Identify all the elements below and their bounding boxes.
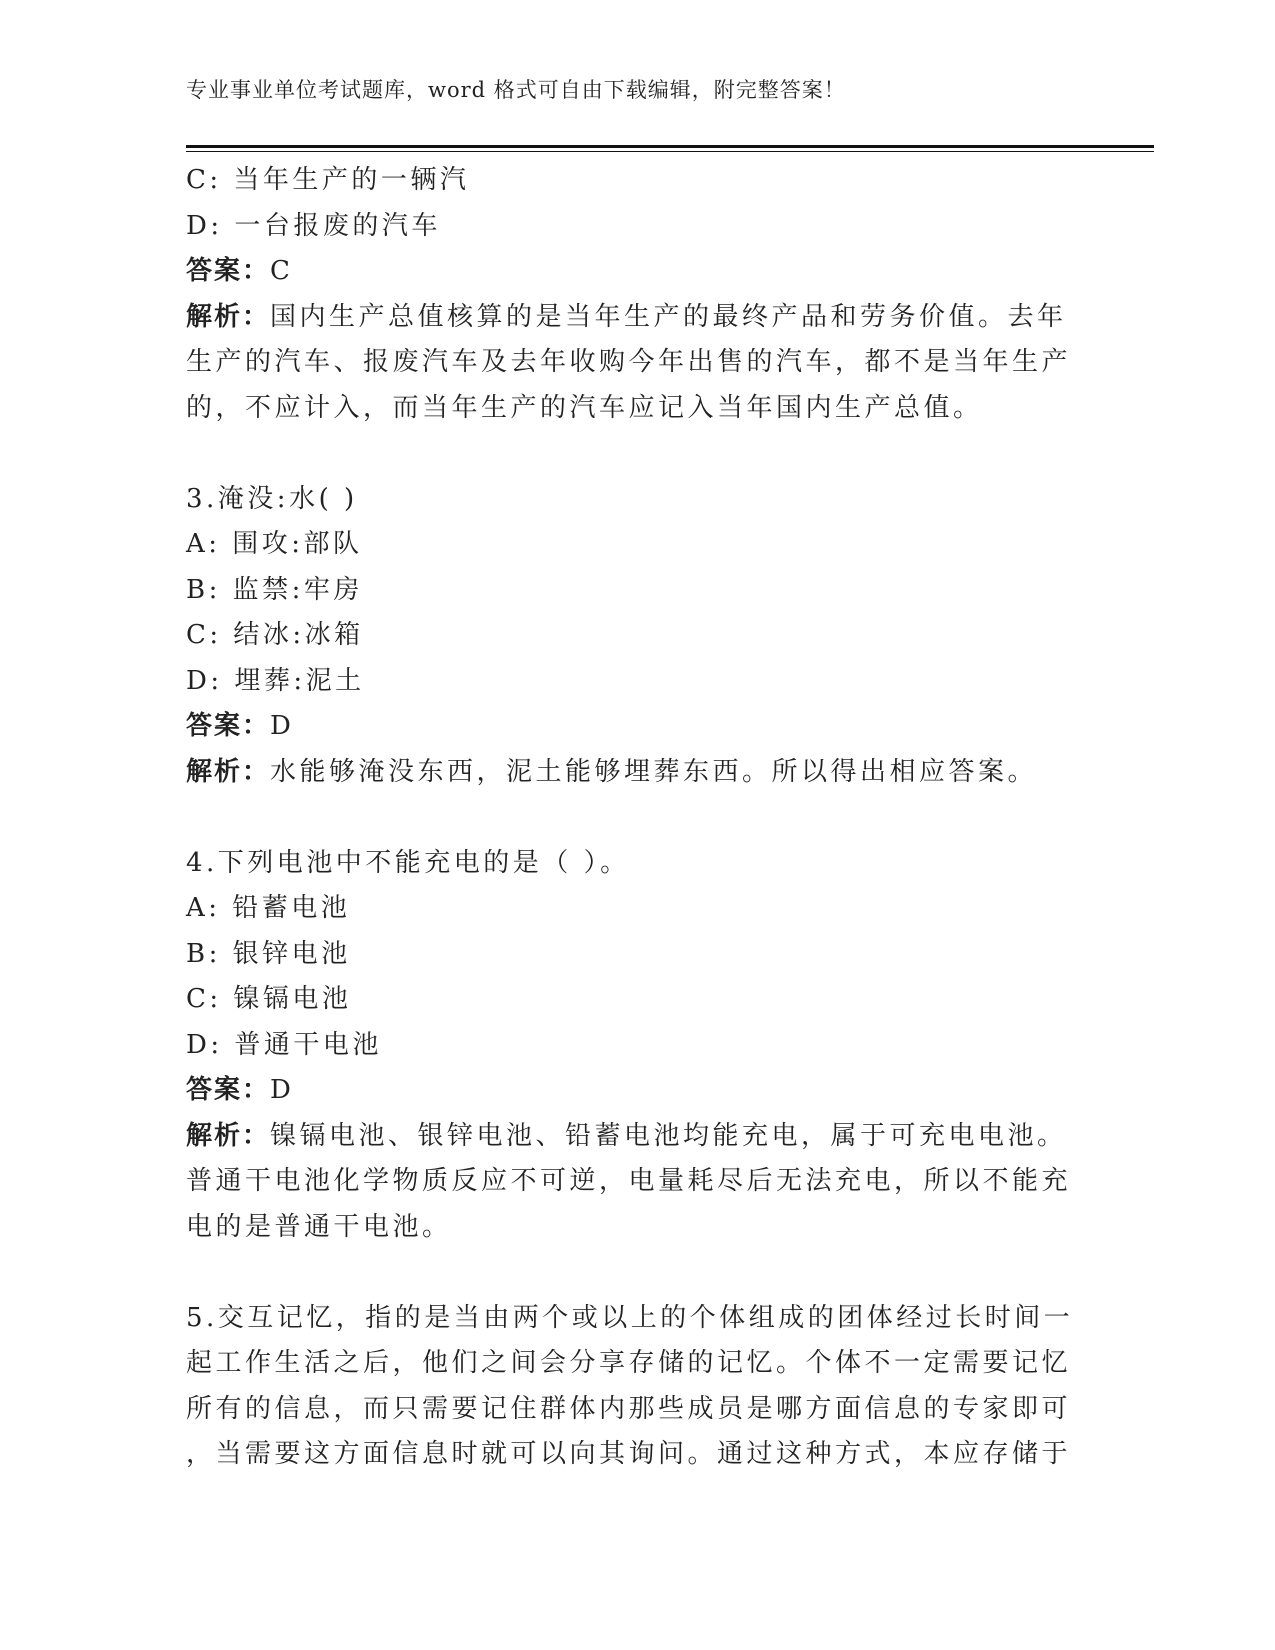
q4-analysis-line: 电的是普通干电池。 [186, 1211, 452, 1242]
q2-analysis-line [186, 295, 1066, 341]
q2-answer [186, 249, 1066, 295]
page-header: 专业事业单位考试题库，word 格式可自由下载编辑，附完整答案！ [186, 78, 846, 102]
analysis-label: 解析： [186, 301, 271, 332]
q4-option: D: 普通干电池 [186, 1029, 382, 1060]
q2-analysis-line: 生产的汽车、报废汽车及去年收购今年出售的汽车，都不是当年生产 [186, 347, 1072, 377]
q3-answer [186, 704, 1066, 750]
q2-analysis-line: 的，不应计入，而当年生产的汽车应记入当年国内生产总值。 [186, 392, 983, 423]
q5-stem-line: 起工作生活之后，他们之间会分享存储的记忆。个体不一定需要记忆 [186, 1348, 1072, 1378]
header-rule-thick [186, 145, 1154, 148]
q2-option-d: D: 一台报废的汽车 [186, 210, 441, 241]
q3-option: A: 围攻:部队 [186, 529, 363, 559]
q3-option: C: 结冰:冰箱 [186, 620, 364, 650]
answer-value: C [270, 256, 294, 286]
analysis-text: 镍镉电池、银锌电池、铅蓄电池均能充电，属于可充电电池。 [270, 1120, 1067, 1151]
analysis-text: 水能够淹没东西，泥土能够埋葬东西。所以得出相应答案。 [270, 756, 1038, 787]
q4-analysis-line: 普通干电池化学物质反应不可逆，电量耗尽后无法充电，所以不能充 [186, 1166, 1072, 1196]
answer-value: D [270, 711, 295, 741]
q4-option: B: 银锌电池 [186, 938, 351, 969]
q4-analysis-line [186, 1114, 1066, 1160]
q3-stem: 3.淹没:水( ) [186, 483, 358, 514]
spacer [186, 795, 1066, 841]
header-rule-thin [186, 151, 1154, 152]
spacer [186, 431, 1066, 477]
q3-option: B: 监禁:牢房 [186, 574, 363, 605]
analysis-label: 解析： [186, 756, 271, 787]
q2-option-c: C: 当年生产的一辆汽 [186, 165, 470, 195]
q4-option: C: 镍镉电池 [186, 984, 352, 1014]
q4-answer [186, 1068, 1066, 1114]
q5-stem-line: ，当需要这方面信息时就可以向其询问。通过这种方式，本应存储于 [186, 1439, 1072, 1469]
q5-stem-line: 5.交互记忆，指的是当由两个或以上的个体组成的团体经过长时间一 [186, 1302, 1074, 1333]
q3-analysis-line [186, 750, 1066, 796]
answer-value: D [270, 1075, 295, 1105]
document-body [186, 158, 1074, 1478]
analysis-label: 解析： [186, 1120, 271, 1151]
answer-label: 答案： [186, 711, 271, 741]
analysis-text: 国内生产总值核算的是当年生产的最终产品和劳务价值。去年 [270, 301, 1067, 332]
answer-label: 答案： [186, 1075, 271, 1105]
q4-stem: 4.下列电池中不能充电的是（ ）。 [186, 847, 630, 878]
answer-label: 答案： [186, 256, 271, 286]
q4-option: A: 铅蓄电池 [186, 893, 351, 923]
q5-stem-line: 所有的信息，而只需要记住群体内那些成员是哪方面信息的专家即可 [186, 1393, 1072, 1424]
spacer [186, 1250, 1066, 1296]
q3-option: D: 埋葬:泥土 [186, 665, 365, 696]
